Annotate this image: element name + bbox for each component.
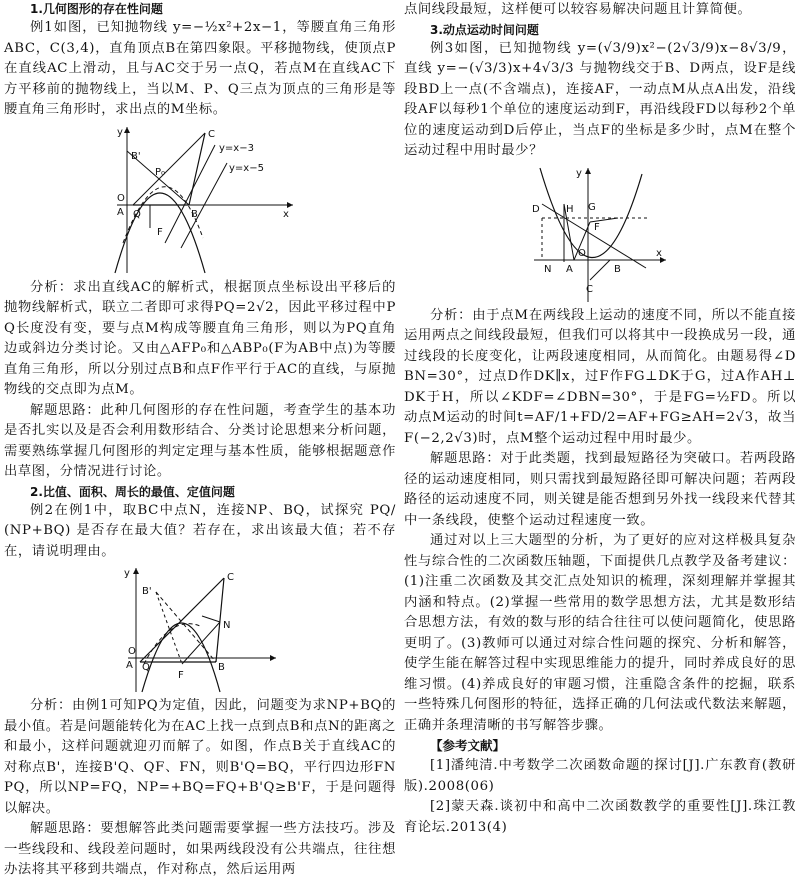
fig1-label-q: Q bbox=[133, 208, 141, 220]
fig1-label-b: B bbox=[191, 208, 198, 220]
fig3-label-g: G bbox=[588, 201, 596, 213]
left-column bbox=[4, 0, 396, 881]
section-2-title: 2.比值、面积、周长的最值、定值问题 bbox=[30, 484, 235, 499]
fig3-label-b: B bbox=[614, 263, 621, 275]
fig3-label-f: F bbox=[594, 221, 600, 233]
example-2-text: 例2在例1中，取BC中点N，连接NP、BQ，试探究 PQ/(NP+BQ) 是否存在最大值？若存在，求出该最大值；若不存在，请说明理由。 bbox=[4, 502, 396, 559]
fig3-label-d: D bbox=[532, 203, 540, 215]
example-3-text: 例3如图，已知抛物线 y=(√3/9)x²−(2√3/9)x−8√3/9，直线 y=−(√3/3)x+4√3/3 与抛物线交于B、D两点，设F是线段BD上一点(不含端点)，连接AF，一动点M从点A出发，沿线段AF以每秒1个单位的速度运动到F，再沿线段FD以每秒2个单位的速度运动到D后停止，当点F的坐标是多少时，点M在整个运动过程中用时最少？ bbox=[404, 40, 796, 158]
example-1-text: 例1如图，已知抛物线 y=−½x²+2x−1，等腰直角三角形ABC，C(3,4)，直角顶点B在第四象限。平移抛物线，使顶点P在直线AC上滑动，且与AC交于另一点Q，若点M在直线AC下方平移前的抛物线上，当以M、P、Q三点为顶点的三角形是等腰直角三角形时，求出点的M坐标。 bbox=[4, 20, 396, 117]
fig3-label-h: H bbox=[566, 203, 574, 215]
fig1-label-p0: P₀ bbox=[155, 166, 166, 178]
fig3-label-a: A bbox=[566, 263, 573, 275]
reference-2: [2]蒙天森.谈初中和高中二次函数教学的重要性[J].珠江教育论坛.2013(4) bbox=[404, 799, 796, 835]
fig1-label-a: A bbox=[117, 206, 124, 218]
analysis-2-text: 分析：由例1可知PQ为定值，因此，问题变为求NP+BQ的最小值。若是问题能转化为在AC上找一点到点B和点N的距离之和最小，这样问题就迎刃而解了。如图，作点B关于直线AC的对称点B'，连接B'Q、QF、FN，则B'Q=BQ，平行四边形FNPQ，所以NP=FQ，NP=+BQ=FQ+B'Q≥B'F，于是问题得以解决。 bbox=[4, 698, 396, 816]
references-title: 【参考文献】 bbox=[430, 738, 506, 753]
fig1-label-f: F bbox=[157, 226, 163, 238]
fig2-label-c: C bbox=[227, 572, 234, 583]
fig3-label-y: y bbox=[576, 167, 582, 179]
analysis-1-text: 分析：求出直线AC的解析式，根据顶点坐标设出平移后的抛物线解析式，联立二者即可求得PQ=2√2，因此平移过程中PQ长度没有变，要与点M构成等腰直角三角形，则以为PQ直角边或斜边分类讨论。又由△AFP₀和△ABP₀(F为AB中点)为等腰直角三角形，所以分别过点B和点F作平行于AC的直线，与原抛物线的交点即为点M。 bbox=[4, 279, 396, 397]
fig1-label-line1: y=x−3 bbox=[219, 142, 254, 154]
fig3-label-n: N bbox=[544, 263, 552, 275]
analysis-3-text: 分析：由于点M在两线段上运动的速度不同，所以不能直接运用两点之间线段最短，但我们可以将其中一段换成另一段，通过线段的长度变化，让两段速度相同，从而简化。由题易得∠DBN=30°，过点D作DK∥x，过F作FG⊥DK于G，过A作AH⊥DK于H，所以∠KDF=∠DBN=30°，于是FG=½FD。所以动点M运动的时间t=AF/1+FD/2=AF+FG≥AH=2√3，故当F(−2,2√3)时，点M整个运动过程中用时最少。 bbox=[404, 307, 796, 446]
fig2-label-o: O bbox=[128, 646, 136, 657]
continuation-text: 点间线段最短，这样便可以较容易解决问题且计算简便。 bbox=[404, 2, 752, 17]
fig3-label-c: C bbox=[586, 283, 593, 295]
fig2-label-bprime: B' bbox=[142, 586, 152, 597]
fig1-label-x: x bbox=[283, 208, 289, 220]
fig1-label-y: y bbox=[117, 126, 123, 138]
section-3-title: 3.动点运动时间问题 bbox=[430, 22, 539, 37]
section-1-title: 1.几何图形的存在性问题 bbox=[30, 2, 163, 16]
approach-3-text: 解题思路：对于此类题，找到最短路径为突破口。若两段路径的运动速度相同，则只需找到最短路径即可解决问题；若两段路径的运动速度不同，则关键是能否想到另外找一线段来代替其中一条线段，使整个运动过程速度一致。 bbox=[404, 451, 796, 528]
approach-2-text: 解题思路：要想解答此类问题需要掌握一些方法技巧。涉及一些线段和、线段差问题时，如果两线段没有公共端点，往往想办法将其平移到共端点，作对称点，然后运用两 bbox=[4, 821, 396, 877]
fig1-label-c: C bbox=[208, 128, 215, 140]
figure-2 bbox=[120, 564, 280, 696]
fig1-label-line2: y=x−5 bbox=[229, 162, 264, 174]
reference-1: [1]潘纯清.中考数学二次函数命题的探讨[J].广东教育(教研版).2008(06) bbox=[404, 758, 796, 794]
fig2-label-y: y bbox=[124, 568, 130, 579]
fig2-label-q: Q bbox=[142, 662, 150, 673]
summary-text: 通过对以上三大题型的分析，为了更好的应对这样极具复杂性与综合性的二次函数压轴题，下面提供几点教学及备考建议：(1)注重二次函数及其交汇点处知识的梳理，深刻理解并掌握其内涵和特点。(2)掌握一些常用的数学思想方法，尤其是数形结合思想方法，有效的数与形的结合往往可以使问题简化，使思路更明了。(3)教师可以通过对综合性问题的探究、分析和解答，使学生能在解答过程中实现思维能力的提升，同时养成良好的思维习惯。(4)养成良好的审题习惯，注重隐含条件的挖掘，联系一些特殊几何图形的特征，选择正确的几何法或代数法来解题，正确并条理清晰的书写解答步骤。 bbox=[404, 533, 796, 733]
fig2-label-a: A bbox=[126, 660, 133, 671]
fig2-label-n: N bbox=[223, 620, 231, 631]
fig1-label-o: O bbox=[117, 192, 125, 204]
right-column bbox=[404, 0, 796, 838]
fig3-label-o: O bbox=[578, 247, 586, 259]
approach-1-text: 解题思路：此种几何图形的存在性问题，考查学生的基本功是否扎实以及是否会利用数形结合、分类讨论思想来分析问题，需要熟练掌握几何图形的判定定理与基本性质，能够根据题意作出草图，分情况进行讨论。 bbox=[4, 402, 396, 479]
fig3-label-x: x bbox=[656, 247, 662, 259]
fig1-label-bprime: B' bbox=[131, 150, 141, 162]
figure-3 bbox=[530, 164, 670, 306]
fig2-label-b: B bbox=[218, 662, 225, 673]
figure-1 bbox=[105, 123, 295, 278]
fig2-label-f: F bbox=[178, 670, 184, 681]
